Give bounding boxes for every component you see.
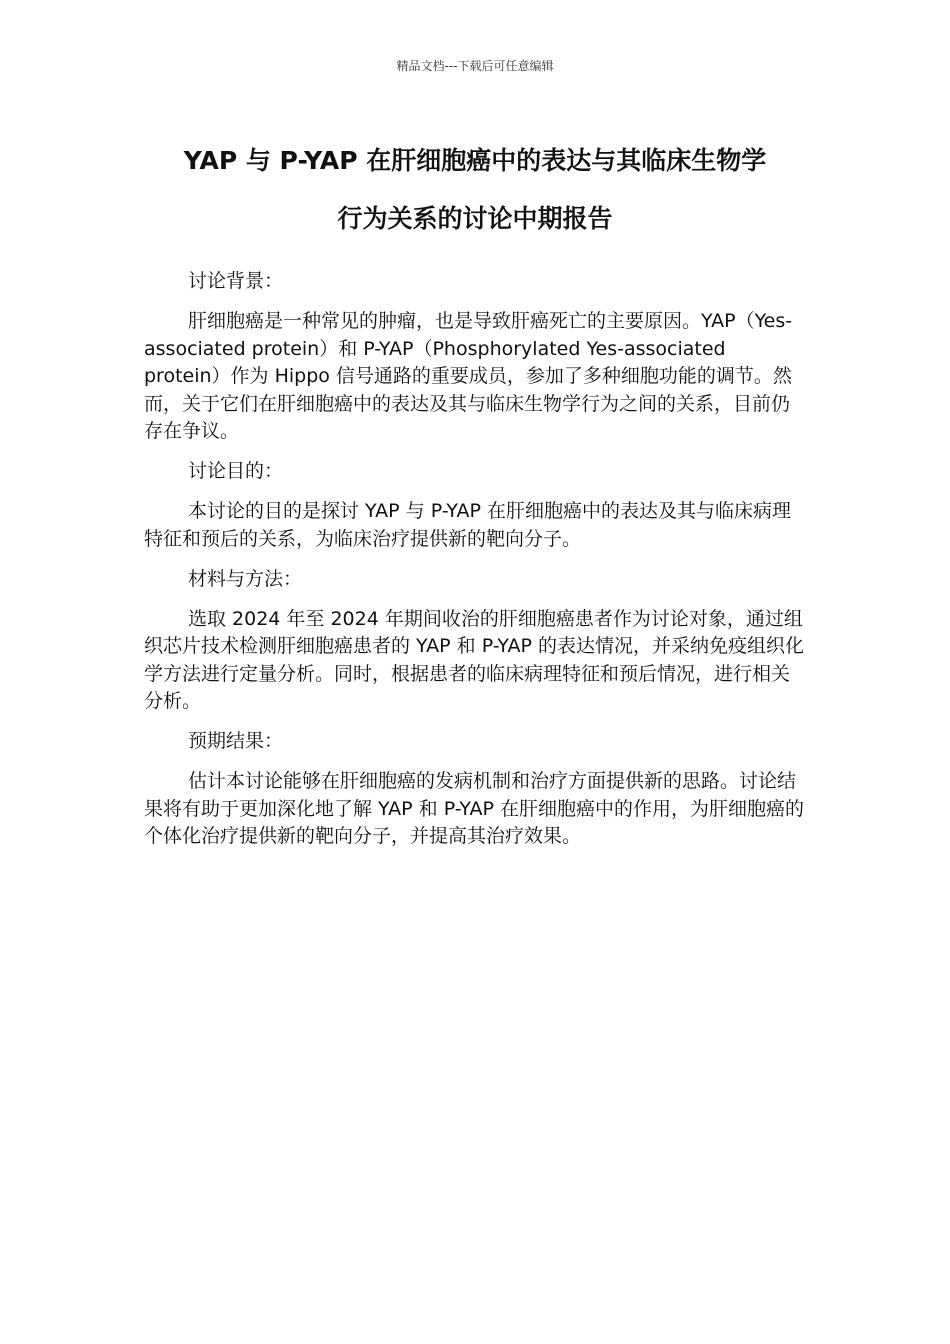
section-heading-background: 讨论背景： [188, 270, 284, 292]
section-body-background: 肝细胞癌是一种常见的肿瘤，也是导致肝癌死亡的主要原因。YAP（Yes-associated protein）和 P-YAP（Phosphorylated Yes-associated protein）作为 Hippo 信号通路的重要成员，参加了多种细胞功能的调节。然而，关于它们在肝细胞癌中的表达及其与临床生物学行为之间的关系，目前仍存在争议。 [144, 310, 793, 442]
title-line-1: YAP 与 P-YAP 在肝细胞癌中的表达与其临床生物学 [183, 146, 767, 175]
section-heading-methods: 材料与方法： [188, 567, 303, 590]
document-body [144, 268, 804, 863]
section-heading-purpose: 讨论目的： [188, 460, 284, 482]
section-body-methods: 选取 2024 年至 2024 年期间收治的肝细胞癌患者作为讨论对象，通过组织芯片技术检测肝细胞癌患者的 YAP 和 P-YAP 的表达情况，并采纳免疫组织化学方法进行定量分析。同时，根据患者的临床病理特征和预后情况，进行相关分析。 [144, 607, 804, 712]
document-title [140, 132, 810, 248]
section-heading-expected-results: 预期结果： [188, 730, 284, 752]
section-body-purpose: 本讨论的目的是探讨 YAP 与 P-YAP 在肝细胞癌中的表达及其与临床病理特征和预后的关系，为临床治疗提供新的靶向分子。 [144, 500, 791, 550]
title-line-2: 行为关系的讨论中期报告 [337, 204, 613, 233]
header-note: 精品文档---下载后可任意编辑 [396, 59, 554, 73]
section-body-expected-results: 估计本讨论能够在肝细胞癌的发病机制和治疗方面提供新的思路。讨论结果将有助于更加深化地了解 YAP 和 P-YAP 在肝细胞癌中的作用，为肝细胞癌的个体化治疗提供新的靶向分子，并提高其治疗效果。 [144, 770, 804, 847]
